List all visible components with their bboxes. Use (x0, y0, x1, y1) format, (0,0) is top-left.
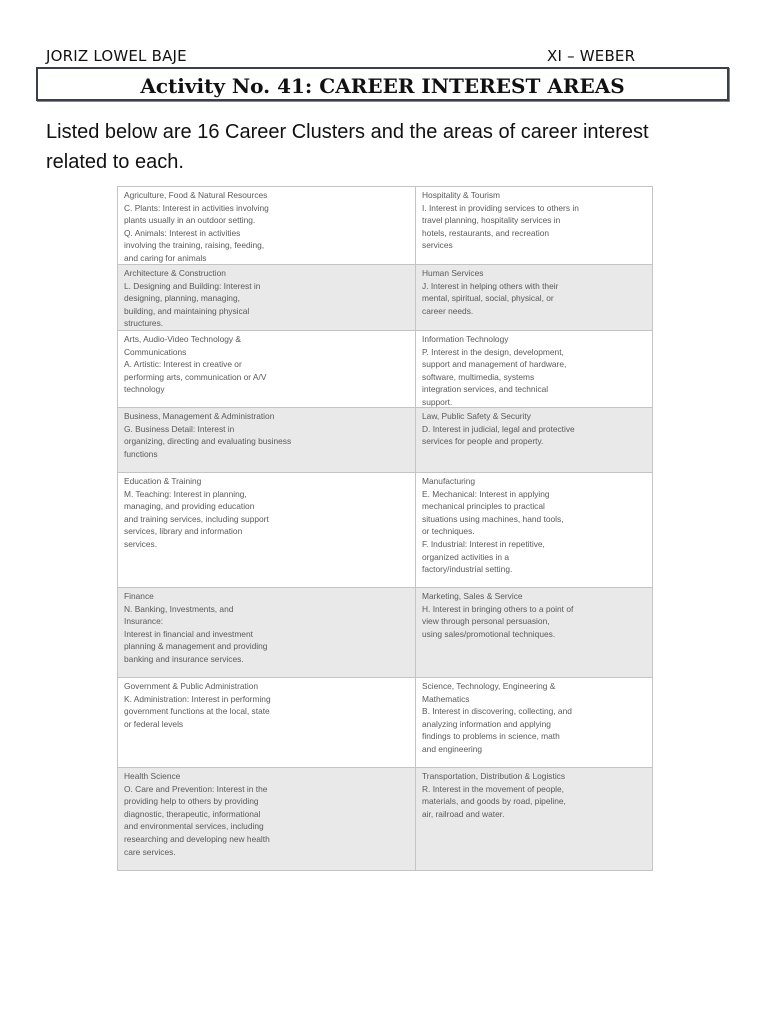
table-cell (416, 678, 652, 767)
cluster-title: Transportation, Distribution & Logistics (422, 771, 566, 781)
table-row (118, 407, 652, 472)
cluster-title: Health Science (124, 771, 181, 781)
cluster-description: C. Plants: Interest in activities involving plants usually in an outdoor setting. Q. Animals: Interest in activities involving the training, raising, feeding, and caring for animals (124, 202, 269, 263)
cluster-description: K. Administration: Interest in performing government functions at the local, state or federal levels (124, 693, 271, 729)
table-cell (416, 331, 652, 407)
cluster-title: Architecture & Construction (124, 268, 226, 278)
table-cell (118, 265, 416, 330)
cluster-title: Finance (124, 591, 154, 601)
table-cell (118, 187, 416, 264)
table-row (118, 187, 652, 264)
intro-paragraph: Listed below are 16 Career Clusters and the areas of career interest related to each. (46, 121, 649, 173)
cluster-title: Hospitality & Tourism (422, 190, 501, 200)
table-cell (416, 768, 652, 870)
cluster-description: I. Interest in providing services to others in travel planning, hospitality services in hotels, restaurants, and recreation services (422, 202, 579, 251)
cluster-description: J. Interest in helping others with their mental, spiritual, social, physical, or career needs. (422, 280, 559, 316)
cluster-title: Manufacturing (422, 476, 476, 486)
table-row (118, 587, 652, 677)
title-box (36, 67, 729, 101)
cluster-title: Science, Technology, Engineering & Mathematics (422, 681, 556, 704)
cluster-title: Education & Training (124, 476, 202, 486)
student-name: JORIZ LOWEL BAJE (46, 47, 187, 65)
cluster-title: Business, Management & Administration (124, 411, 275, 421)
table-row (118, 677, 652, 767)
table-cell (118, 588, 416, 677)
table-row (118, 767, 652, 870)
table-cell (416, 473, 652, 587)
cluster-description: A. Artistic: Interest in creative or performing arts, communication or A/V technology (124, 359, 267, 395)
table-row (118, 264, 652, 330)
cluster-title: Arts, Audio-Video Technology & Communications (124, 334, 242, 357)
cluster-title: Law, Public Safety & Security (422, 411, 531, 421)
cluster-description: L. Designing and Building: Interest in designing, planning, managing, building, and maintaining physical structures. (124, 280, 261, 329)
activity-title: Activity No. 41: CAREER INTEREST AREAS (140, 74, 625, 98)
cluster-description: E. Mechanical: Interest in applying mechanical principles to practical situations using machines, hand tools, or techniques. F. Industrial: Interest in repetitive, organized activities in a factory/industrial setting. (422, 488, 564, 575)
table-cell (416, 588, 652, 677)
table-cell (118, 331, 416, 407)
cluster-title: Human Services (422, 268, 484, 278)
table-cell (416, 408, 652, 472)
cluster-description: B. Interest in discovering, collecting, and analyzing information and applying findings to problems in science, math and engineering (422, 706, 572, 754)
table-cell (118, 678, 416, 767)
table-row (118, 472, 652, 587)
cluster-description: N. Banking, Investments, and Insurance: Interest in financial and investment planning & management and providing banking and insurance services. (124, 603, 268, 664)
cluster-description: R. Interest in the movement of people, materials, and goods by road, pipeline, air, railroad and water. (422, 783, 566, 819)
cluster-description: O. Care and Prevention: Interest in the providing help to others by providing diagnostic, therapeutic, informational and environmental services, including researching and developing new health care services. (124, 783, 270, 857)
cluster-description: D. Interest in judicial, legal and protective services for people and property. (422, 423, 575, 447)
student-section: XI – WEBER (547, 47, 636, 65)
table-cell (416, 187, 652, 264)
cluster-title: Agriculture, Food & Natural Resources (124, 190, 268, 200)
cluster-title: Information Technology (422, 334, 509, 344)
cluster-description: M. Teaching: Interest in planning, managing, and providing education and training services, including support services, library and information services. (124, 488, 269, 549)
table-cell (118, 408, 416, 472)
cluster-description: G. Business Detail: Interest in organizing, directing and evaluating business functions (124, 423, 292, 459)
cluster-title: Marketing, Sales & Service (422, 591, 523, 601)
table-cell (118, 768, 416, 870)
table-cell (118, 473, 416, 587)
cluster-description: P. Interest in the design, development, support and management of hardware, software, multimedia, systems integration services, and technical support. (422, 346, 567, 407)
cluster-title: Government & Public Administration (124, 681, 259, 691)
cluster-description: H. Interest in bringing others to a point of view through personal persuasion, using sales/promotional techniques. (422, 603, 574, 639)
table-row (118, 330, 652, 407)
table-cell (416, 265, 652, 330)
career-clusters-table (117, 186, 653, 871)
